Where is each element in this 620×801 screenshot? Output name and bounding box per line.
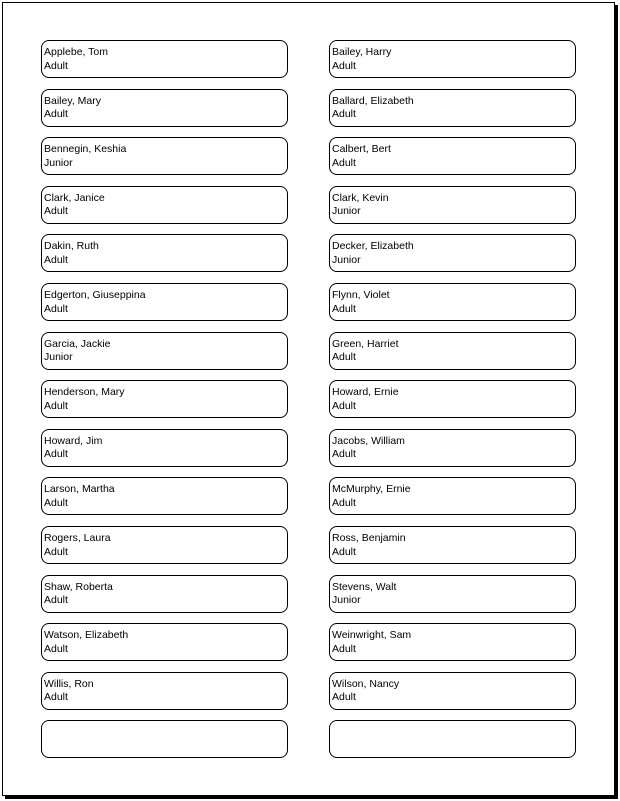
mailing-label	[41, 186, 288, 224]
label-member-type: Adult	[44, 59, 68, 72]
label-member-name: Henderson, Mary	[44, 386, 125, 399]
label-member-type: Adult	[332, 59, 356, 72]
mailing-label	[41, 137, 288, 175]
label-member-type: Adult	[332, 691, 356, 704]
mailing-label	[41, 380, 288, 418]
label-member-type: Adult	[332, 156, 356, 169]
label-member-name: Howard, Jim	[44, 434, 103, 447]
mailing-label	[41, 720, 288, 758]
label-member-type: Adult	[332, 448, 356, 461]
mailing-label	[329, 380, 576, 418]
mailing-label	[41, 575, 288, 613]
label-member-type: Adult	[44, 642, 68, 655]
label-member-type: Adult	[332, 545, 356, 558]
label-member-type: Adult	[44, 691, 68, 704]
label-member-type: Adult	[44, 205, 68, 218]
label-member-name: Clark, Janice	[44, 191, 105, 204]
mailing-label	[41, 429, 288, 467]
label-member-type: Junior	[332, 594, 361, 607]
mailing-label	[41, 332, 288, 370]
mailing-label	[41, 526, 288, 564]
mailing-label	[329, 429, 576, 467]
label-member-name: McMurphy, Ernie	[332, 483, 411, 496]
label-member-type: Adult	[332, 302, 356, 315]
label-member-type: Adult	[44, 496, 68, 509]
label-member-type: Adult	[332, 351, 356, 364]
mailing-label	[41, 477, 288, 515]
label-member-name: Weinwright, Sam	[332, 629, 412, 642]
label-member-name: Dakin, Ruth	[44, 240, 99, 253]
mailing-label	[41, 234, 288, 272]
label-sheet-page	[2, 2, 615, 796]
label-member-name: Clark, Kevin	[332, 191, 389, 204]
label-member-type: Adult	[332, 399, 356, 412]
label-member-name: Watson, Elizabeth	[44, 629, 129, 642]
mailing-label	[329, 575, 576, 613]
label-member-name: Rogers, Laura	[44, 532, 111, 544]
mailing-label	[329, 720, 576, 758]
mailing-label	[41, 672, 288, 710]
label-member-type: Adult	[44, 108, 68, 121]
label-member-name: Larson, Martha	[44, 483, 115, 496]
mailing-label	[329, 623, 576, 661]
label-member-name: Flynn, Violet	[332, 289, 390, 301]
label-grid	[3, 3, 614, 795]
label-member-name: Howard, Ernie	[332, 386, 399, 399]
label-member-name: Edgerton, Giuseppina	[44, 289, 146, 301]
label-member-name: Applebe, Tom	[44, 46, 109, 58]
mailing-label	[329, 137, 576, 175]
mailing-label	[41, 283, 288, 321]
label-member-type: Adult	[44, 253, 68, 266]
mailing-label	[329, 672, 576, 710]
label-member-type: Adult	[332, 496, 356, 509]
label-member-type: Junior	[332, 205, 361, 218]
mailing-label	[41, 40, 288, 78]
label-member-type: Junior	[332, 253, 361, 266]
label-member-name: Garcia, Jackie	[44, 337, 111, 350]
label-member-name: Willis, Ron	[44, 677, 94, 690]
mailing-label	[329, 234, 576, 272]
label-member-name: Green, Harriet	[332, 337, 399, 350]
label-member-name: Stevens, Walt	[332, 580, 397, 593]
label-member-name: Bailey, Harry	[332, 46, 392, 58]
label-member-name: Bennegin, Keshia	[44, 143, 127, 156]
label-member-type: Adult	[44, 302, 68, 315]
label-member-name: Decker, Elizabeth	[332, 240, 414, 253]
label-member-name: Shaw, Roberta	[44, 580, 113, 593]
label-member-type: Adult	[44, 594, 68, 607]
mailing-label	[329, 89, 576, 127]
label-member-name: Jacobs, William	[332, 434, 405, 447]
label-member-type: Adult	[44, 545, 68, 558]
label-member-name: Calbert, Bert	[332, 143, 391, 156]
mailing-label	[329, 526, 576, 564]
mailing-label	[329, 477, 576, 515]
label-member-type: Junior	[44, 156, 73, 169]
label-member-name: Ballard, Elizabeth	[332, 94, 414, 107]
label-member-type: Junior	[44, 351, 73, 364]
label-member-name: Wilson, Nancy	[332, 677, 400, 690]
label-member-name: Bailey, Mary	[44, 94, 101, 107]
label-member-type: Adult	[332, 642, 356, 655]
label-member-type: Adult	[332, 108, 356, 121]
mailing-label	[41, 623, 288, 661]
mailing-label	[329, 332, 576, 370]
mailing-label	[41, 89, 288, 127]
mailing-label	[329, 40, 576, 78]
label-member-type: Adult	[44, 399, 68, 412]
mailing-label	[329, 283, 576, 321]
label-member-name: Ross, Benjamin	[332, 532, 406, 544]
mailing-label	[329, 186, 576, 224]
label-member-type: Adult	[44, 448, 68, 461]
